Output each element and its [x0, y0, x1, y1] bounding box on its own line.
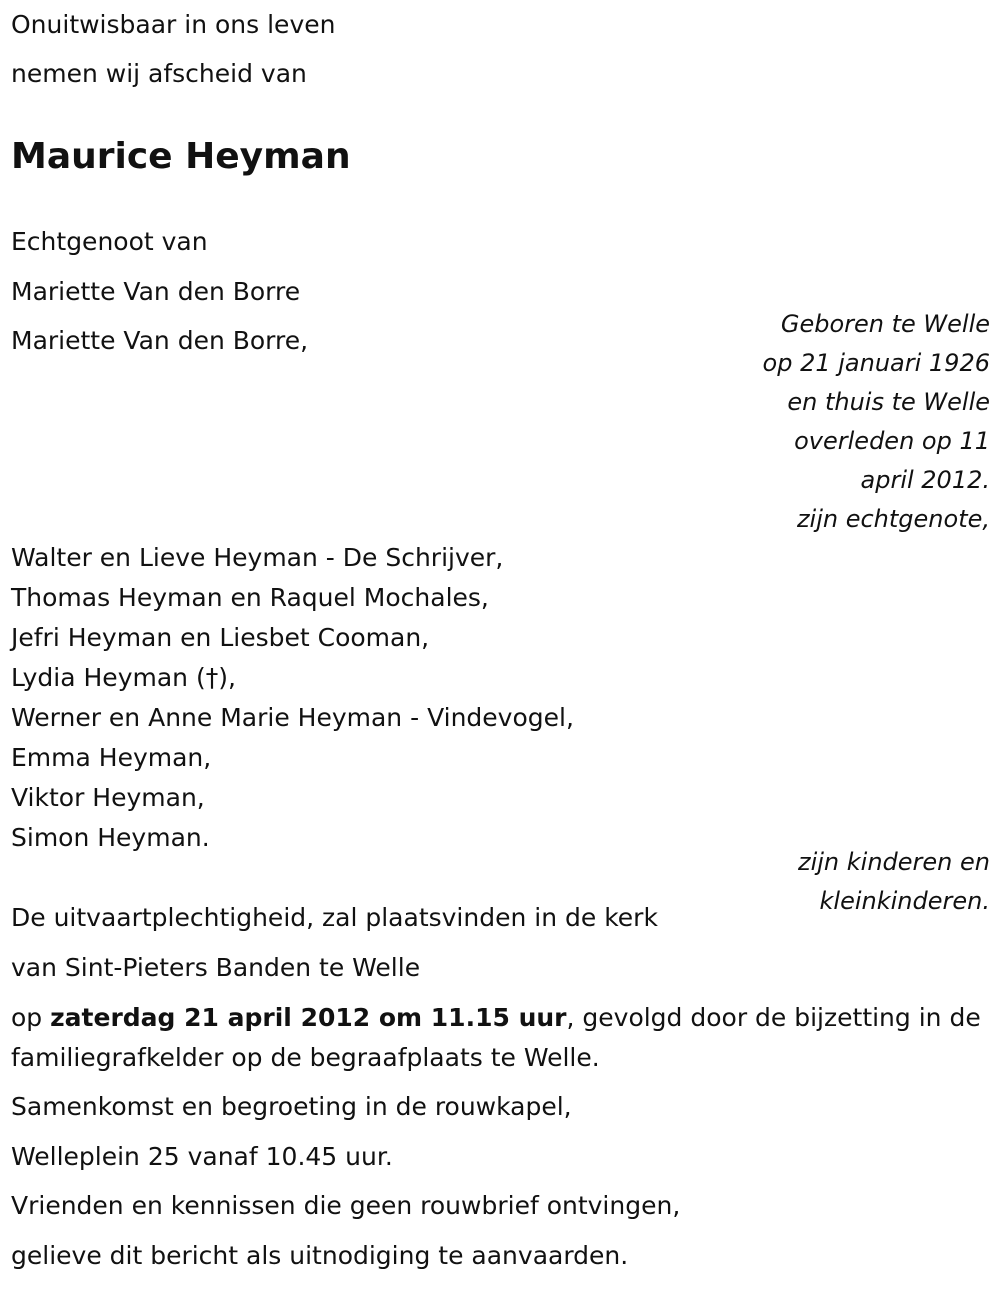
gathering-line-2: Welleplein 25 vanaf 10.45 uur.	[11, 1142, 393, 1171]
child-item: Emma Heyman,	[11, 743, 212, 772]
child-item: Simon Heyman.	[11, 823, 210, 852]
funeral-date-prefix: op	[11, 1003, 51, 1032]
death-line-1: en thuis te Welle	[787, 388, 990, 416]
note-line-2: gelieve dit bericht als uitnodiging te aanvaarden.	[11, 1241, 629, 1270]
child-item: Walter en Lieve Heyman - De Schrijver,	[11, 543, 504, 572]
child-item: Viktor Heyman,	[11, 783, 205, 812]
children-relation-1: zijn kinderen en	[798, 848, 990, 876]
intro-line-1: Onuitwisbaar in ons leven	[11, 10, 336, 39]
note-line-1: Vrienden en kennissen die geen rouwbrief ontvingen,	[11, 1191, 681, 1220]
children-relation-2: kleinkinderen.	[819, 887, 990, 915]
funeral-line-2: van Sint-Pieters Banden te Welle	[11, 953, 421, 982]
spouse-label: Echtgenoot van	[11, 227, 208, 256]
funeral-line-1: De uitvaartplechtigheid, zal plaatsvinden in de kerk	[11, 903, 658, 932]
funeral-date-suffix: , gevolgd door de bijzetting in de familiegrafkelder op de begraafplaats te Welle.	[11, 1003, 981, 1072]
birth-line-2: op 21 januari 1926	[762, 349, 990, 377]
spouse-relation: zijn echtgenote,	[796, 505, 990, 533]
death-line-3: april 2012.	[860, 466, 990, 494]
spouse-name-2: Mariette Van den Borre,	[11, 326, 309, 355]
gathering-line-1: Samenkomst en begroeting in de rouwkapel,	[11, 1092, 572, 1121]
intro-line-2: nemen wij afscheid van	[11, 59, 307, 88]
birth-line-1: Geboren te Welle	[780, 310, 990, 338]
child-item: Lydia Heyman (†),	[11, 663, 236, 692]
child-item: Jefri Heyman en Liesbet Cooman,	[11, 623, 430, 652]
spouse-name-1: Mariette Van den Borre	[11, 277, 301, 306]
deceased-name: Maurice Heyman	[11, 136, 351, 177]
funeral-date: zaterdag 21 april 2012 om 11.15 uur	[50, 1003, 567, 1032]
death-line-2: overleden op 11	[794, 427, 990, 455]
funeral-date-paragraph	[11, 998, 986, 1078]
child-item: Werner en Anne Marie Heyman - Vindevogel,	[11, 703, 574, 732]
child-item: Thomas Heyman en Raquel Mochales,	[11, 583, 489, 612]
